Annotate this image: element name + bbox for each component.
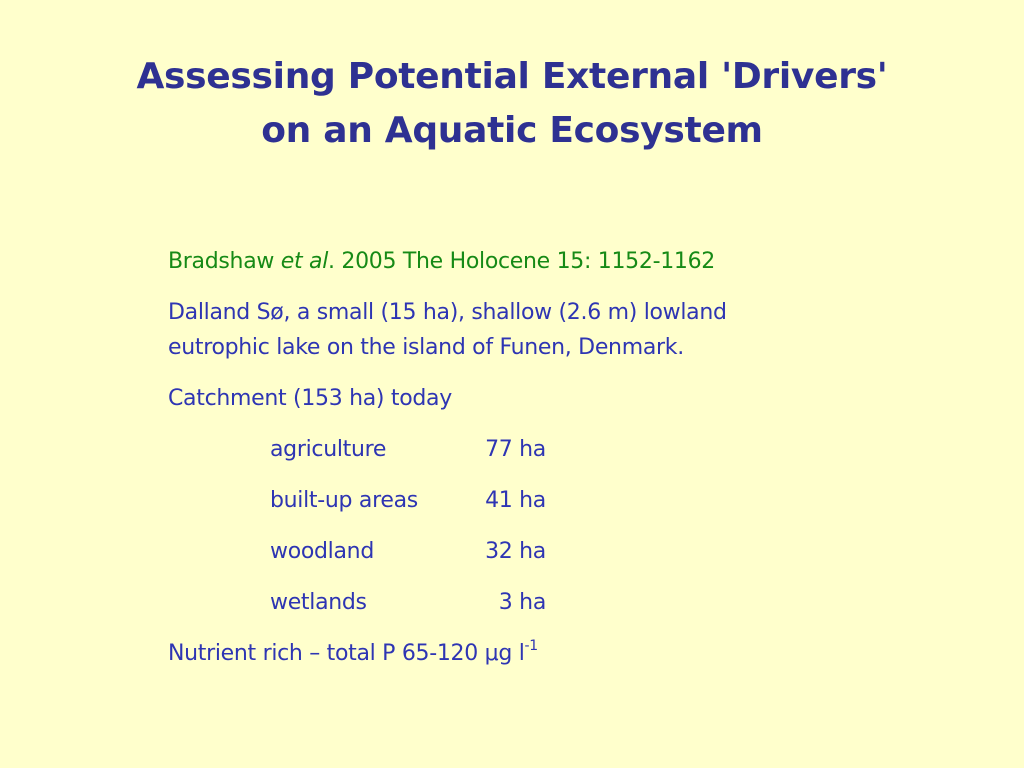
unit-superscript: -1	[524, 637, 538, 654]
land-use-row	[168, 534, 988, 569]
land-use-area: 41 ha	[485, 488, 546, 513]
lake-description	[168, 295, 988, 365]
catchment-heading: Catchment (153 ha) today	[168, 386, 452, 411]
nutrient-text: Nutrient rich – total P 65-120 μg l	[168, 641, 525, 666]
land-use-row	[168, 432, 988, 467]
nutrient-statement	[168, 636, 988, 671]
citation-author: Bradshaw	[168, 249, 275, 274]
citation-et-al: et al	[280, 249, 329, 274]
title-line-1: Assessing Potential External 'Drivers'	[136, 56, 888, 97]
citation	[168, 244, 988, 279]
title-line-2: on an Aquatic Ecosystem	[261, 110, 763, 151]
land-use-row	[168, 585, 988, 620]
slide-body	[168, 244, 988, 671]
land-use-area: 77 ha	[485, 437, 546, 462]
land-use-area: 32 ha	[485, 539, 546, 564]
lake-description-line-1: Dalland Sø, a small (15 ha), shallow (2.6 m) lowland	[168, 300, 727, 325]
land-use-name: agriculture	[270, 437, 387, 462]
citation-details: . 2005 The Holocene 15: 1152-1162	[328, 249, 716, 274]
land-use-area: 3 ha	[498, 590, 546, 615]
slide-title	[0, 50, 1024, 158]
land-use-name: built-up areas	[270, 488, 418, 513]
land-use-row	[168, 483, 988, 518]
lake-description-line-2: eutrophic lake on the island of Funen, Denmark.	[168, 335, 684, 360]
land-use-name: wetlands	[270, 590, 367, 615]
land-use-name: woodland	[270, 539, 374, 564]
